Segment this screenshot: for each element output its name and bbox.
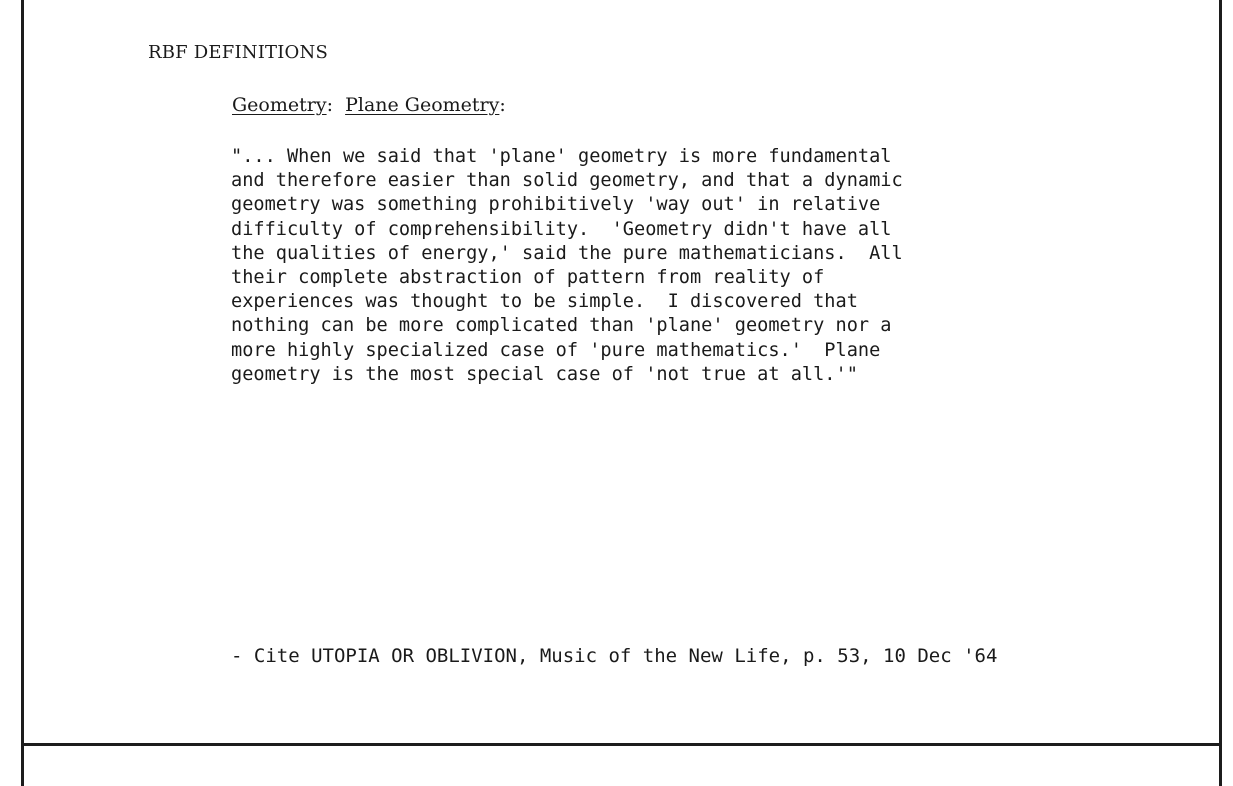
term-separator: :	[326, 94, 333, 116]
quote-line: more highly specialized case of 'pure mathematics.' Plane	[231, 339, 881, 361]
quote-line: geometry is the most special case of 'not true at all.'"	[231, 363, 858, 385]
subterm-label: Plane Geometry	[345, 94, 500, 116]
card-header: RBF DEFINITIONS	[148, 42, 328, 63]
quote-line: the qualities of energy,' said the pure mathematicians. All	[231, 242, 903, 264]
quote-line: difficulty of comprehensibility. 'Geometry didn't have all	[231, 218, 892, 240]
quote-line: "... When we said that 'plane' geometry is more fundamental	[231, 146, 892, 167]
citation: - Cite UTOPIA OR OBLIVION, Music of the New Life, p. 53, 10 Dec '64	[231, 645, 998, 667]
quote-line: and therefore easier than solid geometry, and that a dynamic	[231, 170, 903, 192]
quote-line: geometry was something prohibitively 'way out' in relative	[231, 194, 881, 216]
next-card-edge	[21, 746, 1222, 786]
quote-line: their complete abstraction of pattern from reality of	[231, 267, 825, 289]
quote-line: experiences was thought to be simple. I discovered that	[231, 291, 858, 313]
definition-subheading	[232, 94, 506, 116]
subterm-end: :	[499, 94, 506, 116]
quote-line: nothing can be more complicated than 'plane' geometry nor a	[231, 315, 892, 337]
term-label: Geometry	[232, 94, 327, 116]
quote-block	[231, 145, 1111, 387]
